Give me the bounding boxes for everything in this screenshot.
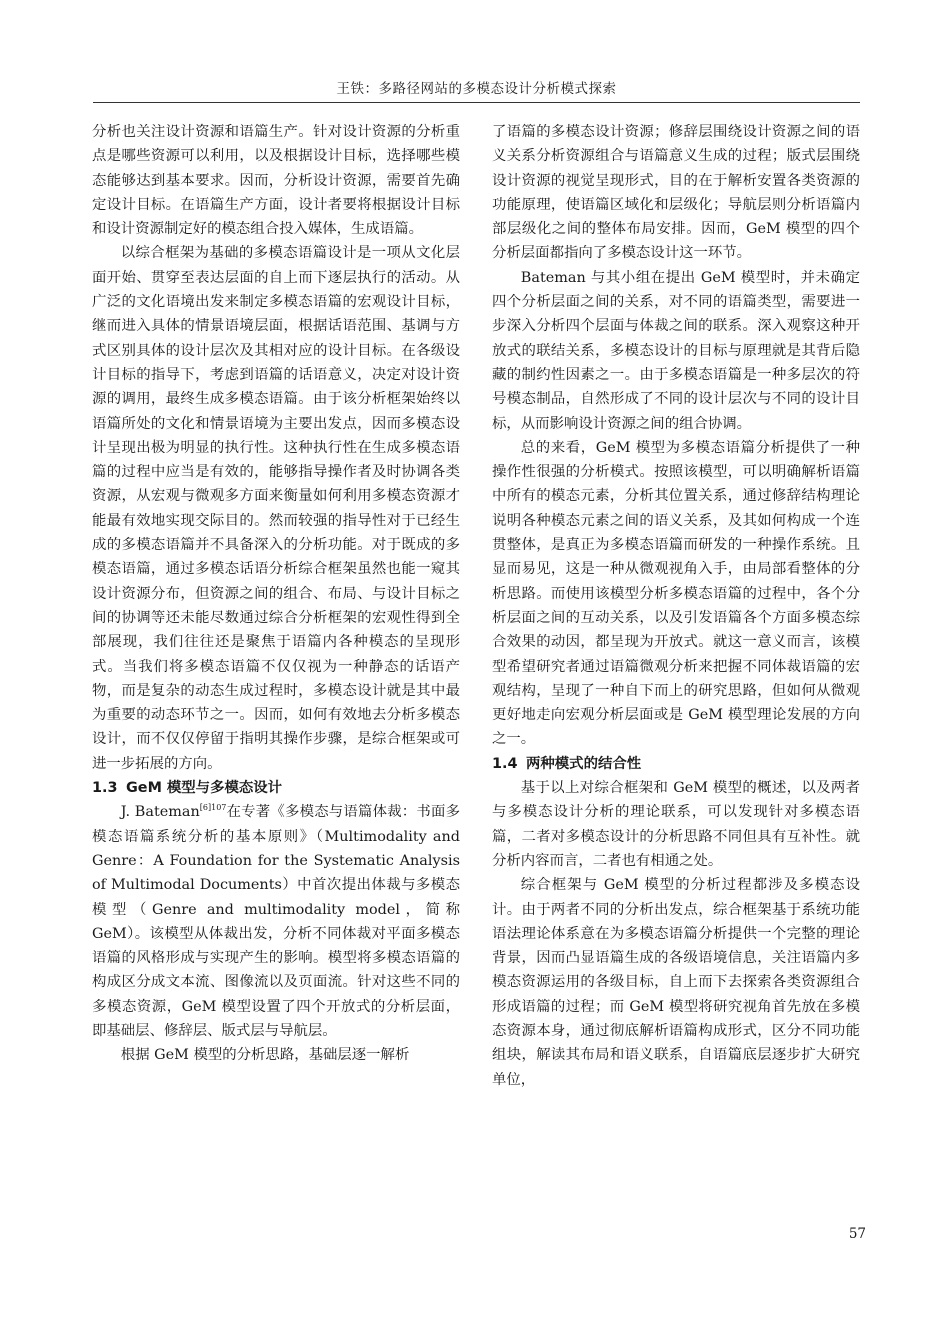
- header-rule: [93, 102, 860, 103]
- section-number: 1.3: [92, 780, 118, 797]
- section-heading-1-4: [492, 752, 860, 776]
- paragraph: Bateman 与其小组在提出 GeM 模型时，并未确定四个分析层面之间的关系，对不同的语篇类型，需要进一步深入分析四个层面与体裁之间的联系。深入观察这种开放式的联结关系，多模态设计的目标与原理就是其背后隐藏的制约性因素之一。由于多模态语篇是一种多层次的符号模态制品，自然形成了不同的设计层次与不同的设计目标，从而影响设计资源之间的组合协调。: [492, 269, 860, 432]
- section-title: GeM 模型与多模态设计: [126, 780, 283, 797]
- paragraph: 了语篇的多模态设计资源；修辞层围绕设计资源之间的语义关系分析资源组合与语篇意义生成的过程；版式层围绕设计资源的视觉呈现形式，目的在于解析安置各类资源的功能原理，使语篇区域化和层级化；导航层则分析语篇内部层级化之间的整体布局安排。因而，GeM 模型的四个分析层面都指向了多模态设计这一环节。: [492, 124, 860, 262]
- running-header: 王铁：多路径网站的多模态设计分析模式探索: [336, 81, 617, 97]
- paragraph: 综合框架与 GeM 模型的分析过程都涉及多模态设计。由于两者不同的分析出发点，综合框架基于系统功能语法理论体系意在为多模态语篇分析提供一个完整的理论背景，因而凸显语篇生成的各级语境信息，关注语篇内多模态资源运用的各级目标，自上而下去探索各类资源组合形成语篇的过程；而 GeM 模型将研究视角首先放在多模态资源本身，通过彻底解析语篇构成形式，区分不同功能组块，解读其布局和语义联系，自语篇底层逐步扩大研究单位，: [492, 877, 860, 1088]
- paragraph: 以综合框架为基础的多模态语篇设计是一项从文化层面开始、贯穿至表达层面的自上而下逐层执行的活动。从广泛的文化语境出发来制定多模态语篇的宏观设计目标，继而进入具体的情景语境层面，根据话语范围、基调与方式区别具体的设计层次及其相对应的设计目标。在各级设计目标的指导下，考虑到语篇的话语意义，决定对设计资源的调用，最终生成多模态语篇。由于该分析框架始终以语篇所处的文化和情景语境为主要出发点，因而多模态设计呈现出极为明显的执行性。这种执行性在生成多模态语篇的过程中应当是有效的，能够指导操作者及时协调各类资源，从宏观与微观多方面来衡量如何利用多模态资源才能最有效地实现交际目的。然而较强的指导性对于已经生成的多模态语篇并不具备深入的分析功能。对于既成的多模态语篇，通过多模态话语分析综合框架虽然也能一窥其设计资源分布，但资源之间的组合、布局、与设计目标之间的协调等还未能尽数通过综合分析框架的宏观性得到全部展现，我们往往还是聚焦于语篇内各种模态的呈现形式。当我们将多模态语篇不仅仅视为一种静态的话语产物，而是复杂的动态生成过程时，多模态设计就是其中最为重要的动态环节之一。因而，如何有效地去分析多模态设计，而不仅仅停留于指明其操作步骤，是综合框架或可进一步拓展的方向。: [92, 245, 460, 772]
- section-heading-1-3: [92, 776, 460, 800]
- paragraph: 总的来看，GeM 模型为多模态语篇分析提供了一种操作性很强的分析模式。按照该模型，可以明确解析语篇中所有的模态元素，分析其位置关系，通过修辞结构理论说明各种模态元素之间的语义关系，及其如何构成一个连贯整体，是真正为多模态语篇而研发的一种操作系统。且显而易见，这是一种从微观视角入手，由局部看整体的分析思路。而使用该模型分析多模态语篇的过程中，各个分析层面之间的互动关系，以及引发语篇各个方面多模态综合效果的动因，都呈现为开放式。就这一意义而言，该模型希望研究者通过语篇微观分析来把握不同体裁语篇的宏观结构，呈现了一种自下而上的研究思路，但如何从微观更好地走向宏观分析层面或是 GeM 模型理论发展的方向之一。: [492, 439, 860, 748]
- author-name: J. Bateman: [120, 804, 200, 821]
- right-column: [492, 120, 860, 1092]
- paragraph: [92, 800, 460, 1043]
- paragraph: 基于以上对综合框架和 GeM 模型的概述，以及两者与多模态设计分析的理论联系，可以发现针对多模态语篇，二者对多模态设计的分析思路不同但具有互补性。就分析内容而言，二者也有相通之处。: [492, 780, 860, 869]
- section-title: 两种模式的结合性: [526, 755, 642, 772]
- citation-ref: [6]107: [199, 803, 227, 813]
- paragraph-text: 在专著《多模态与语篇体裁：书面多模态语篇系统分析的基本原则》（Multimodality and Genre：A Foundation for the Systematic Analysis of Multimodal Documents）中首次提出体裁与多模态模型（Genre and multimodality model，简称 GeM）。该模型从体裁出发，分析不同体裁对平面多模态语篇的风格形成与实现产生的影响。模型将多模态语篇的构成区分成文本流、图像流以及页面流。针对这些不同的多模态资源，GeM 模型设置了四个开放式的分析层面，即基础层、修辞层、版式层与导航层。: [92, 804, 460, 1039]
- page-number: 57: [848, 1226, 866, 1242]
- left-column: [92, 120, 460, 1068]
- section-number: 1.4: [492, 755, 518, 772]
- paragraph: 根据 GeM 模型的分析思路，基础层逐一解析: [120, 1047, 410, 1064]
- paragraph: 分析也关注设计资源和语篇生产。针对设计资源的分析重点是哪些资源可以利用，以及根据设计目标，选择哪些模态能够达到基本要求。因而，分析设计资源，需要首先确定设计目标。在语篇生产方面，设计者要将根据设计目标和设计资源制定好的模态组合投入媒体，生成语篇。: [92, 124, 460, 238]
